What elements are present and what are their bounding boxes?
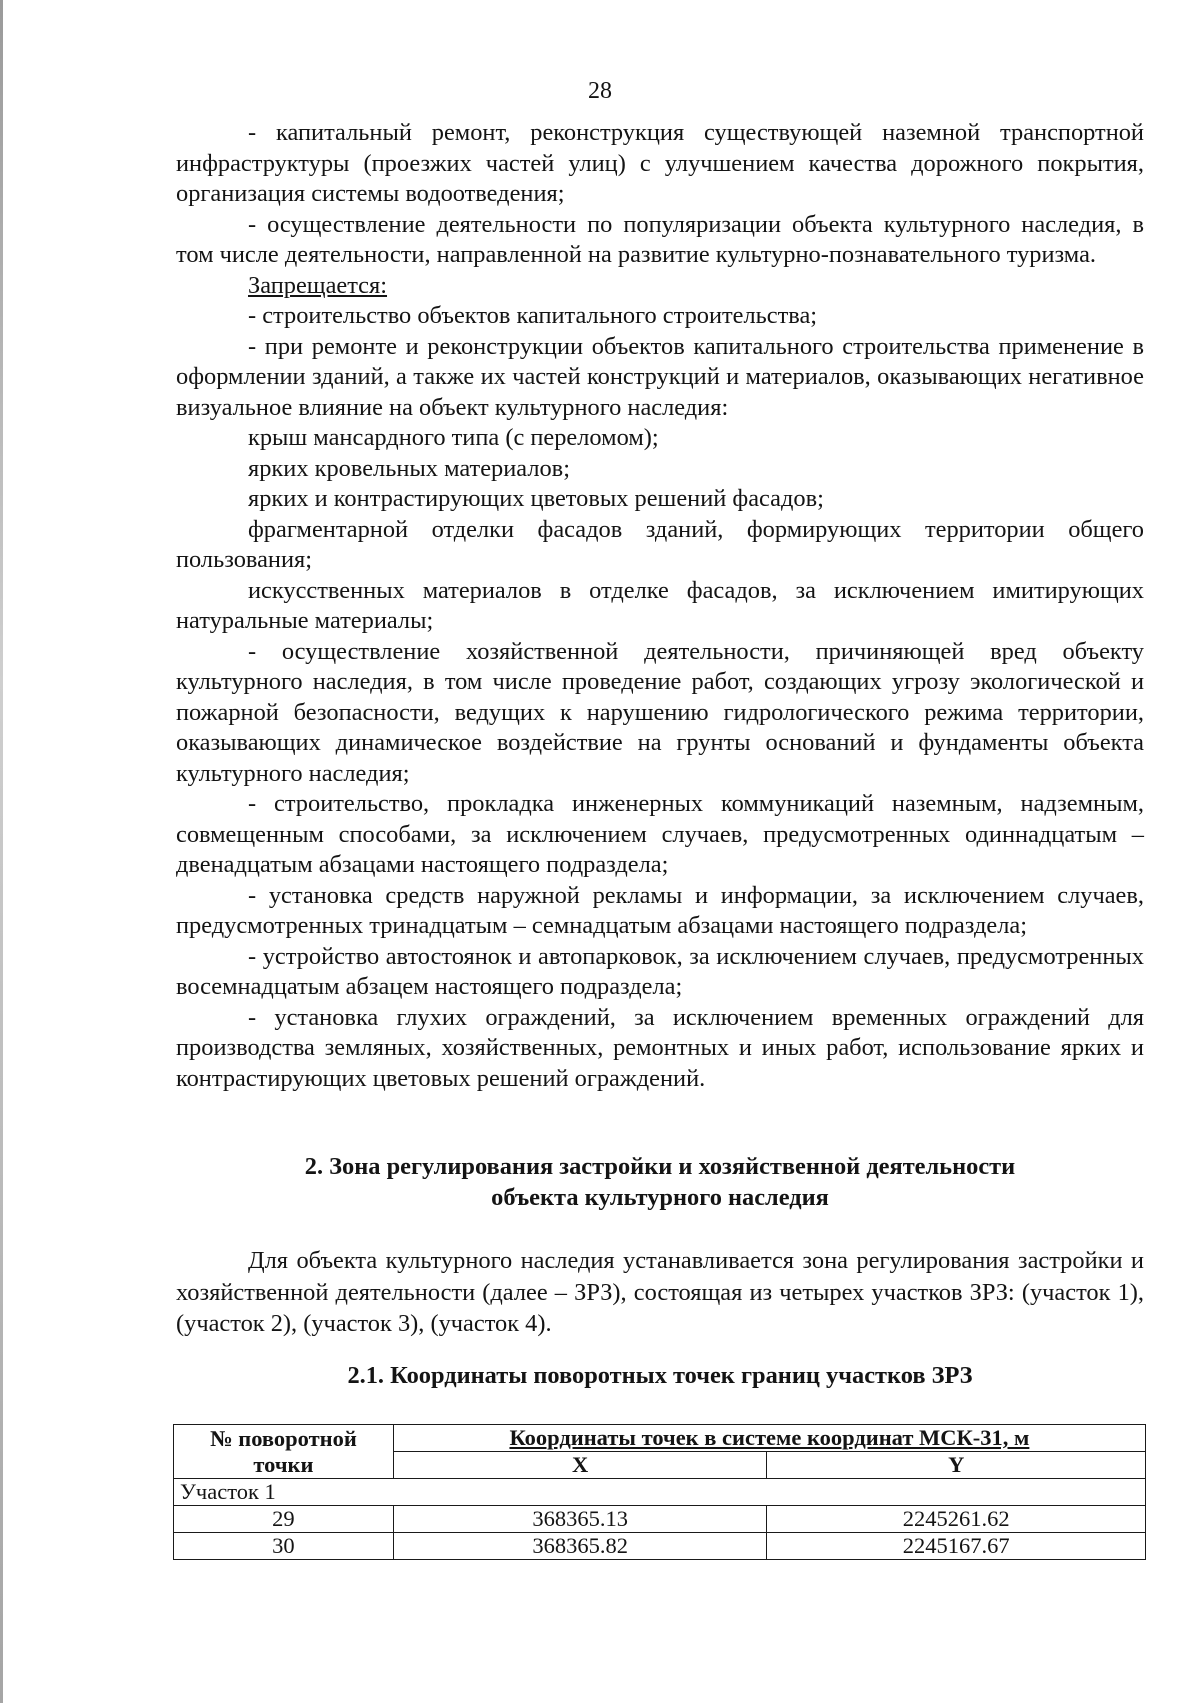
point-number: 30 (174, 1533, 394, 1560)
coordinate-system-header: Координаты точек в системе координат МСК-31, м (393, 1425, 1145, 1452)
table-row (174, 1533, 1146, 1560)
paragraph-repair-materials: - при ремонте и реконструкции объектов капитального строительства применение в оформлении зданий, а также их частей конструкций и материалов, оказывающих негативное визуальное влияние на объект культурного наследия: (176, 332, 1144, 421)
point-number-header: № поворотной точки (174, 1425, 394, 1479)
group-label: Участок 1 (174, 1479, 1146, 1506)
list-item-artificial-materials: искусственных материалов в отделке фасадов, за исключением имитирующих натуральные материалы; (176, 576, 1144, 634)
subsection-title: 2.1. Координаты поворотных точек границ участков ЗРЗ (347, 1362, 973, 1389)
prohibited-heading: Запрещается: (248, 271, 388, 299)
paragraph-fences: - установка глухих ограждений, за исключением временных ограждений для производства земляных, хозяйственных, ремонтных и иных работ, использование ярких и контрастирующих цветовых решений ограждений. (176, 1003, 1144, 1092)
table-row (174, 1506, 1146, 1533)
section-title-line1: 2. Зона регулирования застройки и хозяйственной деятельности (304, 1153, 1016, 1180)
x-coordinate: 368365.82 (393, 1533, 767, 1560)
list-item-facade-colors: ярких и контрастирующих цветовых решений фасадов; (248, 485, 824, 512)
paragraph-parking: - устройство автостоянок и автопарковок, за исключением случаев, предусмотренных восемнадцатым абзацем настоящего подраздела; (176, 942, 1144, 1000)
y-header: Y (767, 1452, 1146, 1479)
paragraph-advertising: - установка средств наружной рекламы и информации, за исключением случаев, предусмотренных тринадцатым – семнадцатым абзацами настоящего подраздела; (176, 881, 1144, 939)
section-title (176, 1151, 1144, 1213)
section-title-line2: объекта культурного наследия (491, 1184, 829, 1211)
page-number: 28 (588, 78, 612, 104)
list-item-roofing-materials: ярких кровельных материалов; (248, 454, 570, 482)
paragraph-capital-repair: - капитальный ремонт, реконструкция существующей наземной транспортной инфраструктуры (проезжих частей улиц) с улучшением качества дорожного покрытия, организация системы водоотведения; (176, 119, 1144, 207)
paragraph-popularization: - осуществление деятельности по популяризации объекта культурного наследия, в том числе деятельности, направленной на развитие культурно-познавательного туризма. (176, 210, 1144, 268)
coordinates-table (173, 1424, 1146, 1560)
paragraph-harmful-activity: - осуществление хозяйственной деятельности, причиняющей вред объекту культурного наследия, в том числе проведение работ, создающих угрозу экологической и пожарной безопасности, ведущих к нарушению гидрологического режима территории, оказывающих динамическое воздействие на грунты оснований и фундаменты объекта культурного наследия; (176, 637, 1144, 787)
paragraph-construction: - строительство объектов капитального строительства; (248, 302, 818, 329)
scan-edge (0, 0, 3, 1703)
table-group-row (174, 1479, 1146, 1506)
y-coordinate: 2245261.62 (767, 1506, 1146, 1533)
paragraph-utilities: - строительство, прокладка инженерных коммуникаций наземным, надземным, совмещенным способами, за исключением случаев, предусмотренных одиннадцатым – двенадцатым абзацами настоящего подраздела; (176, 790, 1144, 878)
x-header: X (393, 1452, 767, 1479)
body-text (176, 118, 1144, 1094)
x-coordinate: 368365.13 (393, 1506, 767, 1533)
list-item-fragmentary-finish: фрагментарной отделки фасадов зданий, формирующих территории общего пользования; (176, 515, 1144, 573)
zone-intro-paragraph: Для объекта культурного наследия устанавливается зона регулирования застройки и хозяйственной деятельности (далее – ЗРЗ), состоящая из четырех участков ЗРЗ: (участок 1), (участок 2), (участок 3), (участок 4). (176, 1247, 1144, 1337)
y-coordinate: 2245167.67 (767, 1533, 1146, 1560)
list-item-mansard-roofs: крыш мансардного типа (с переломом); (248, 424, 659, 451)
table-header-row (174, 1425, 1146, 1452)
point-number: 29 (174, 1506, 394, 1533)
